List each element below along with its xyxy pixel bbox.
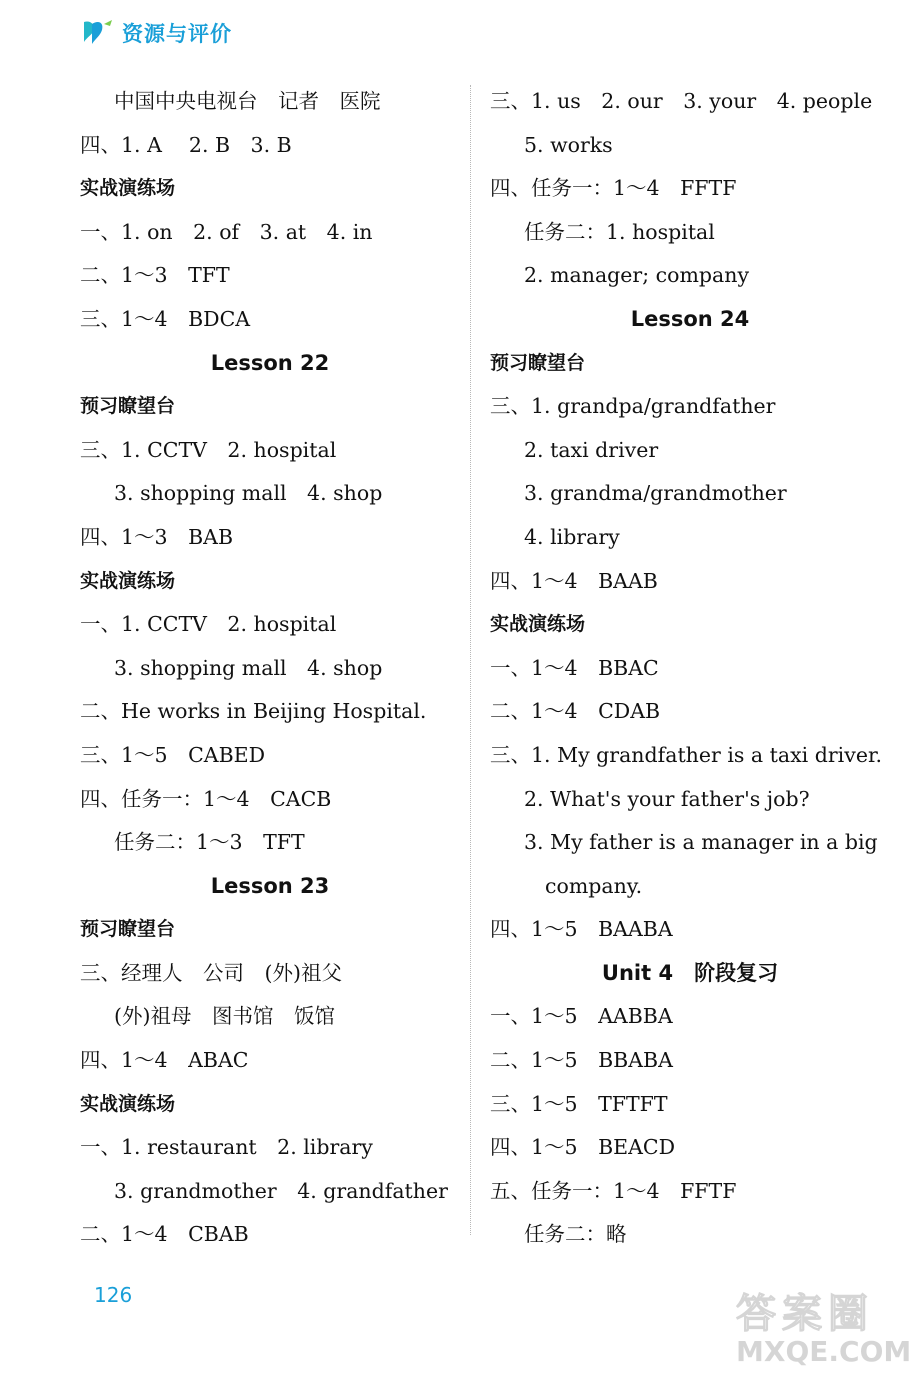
watermark-logo-text: 答案圈 xyxy=(736,1291,874,1337)
section-heading: 预习瞭望台 xyxy=(80,918,176,941)
section-heading: 预习瞭望台 xyxy=(80,395,176,418)
header-title: 资源与评价 xyxy=(122,22,232,46)
right-answer-column xyxy=(490,80,890,1257)
watermark-url: MXQE.COM xyxy=(736,1335,912,1368)
answer-line: 四、1. A 2. B 3. B xyxy=(80,132,292,157)
answer-line: 3. grandmother 4. grandfather xyxy=(114,1178,448,1203)
answer-line: 三、1～5 CABED xyxy=(80,742,266,767)
answer-line: 3. shopping mall 4. shop xyxy=(114,655,383,680)
section-heading: 实战演练场 xyxy=(80,569,176,592)
section-heading: 实战演练场 xyxy=(80,177,176,200)
answer-line: 四、1～4 BAAB xyxy=(490,568,658,593)
answer-line: 2. taxi driver xyxy=(524,437,659,462)
answer-line: 三、1. us 2. our 3. your 4. people xyxy=(490,89,873,113)
answer-line: 2. manager; company xyxy=(524,263,750,288)
answer-line: 三、1. My grandfather is a taxi driver. xyxy=(490,742,883,767)
lesson-heading: Lesson 22 xyxy=(210,350,330,375)
answer-line: 二、1～4 CDAB xyxy=(490,699,661,724)
answer-line: 任务二：略 xyxy=(524,1222,627,1247)
answer-line: 3. grandma/grandmother xyxy=(524,481,787,506)
answer-line: 三、经理人 公司 (外)祖父 xyxy=(80,960,342,985)
answer-line: company. xyxy=(545,873,643,898)
answer-line: 四、1～5 BEACD xyxy=(490,1135,676,1160)
page-number: 126 xyxy=(94,1283,133,1307)
answer-line: 三、1. CCTV 2. hospital xyxy=(80,437,337,462)
answer-line: (外)祖母 图书馆 饭馆 xyxy=(114,1004,335,1029)
section-heading: 预习瞭望台 xyxy=(490,351,586,374)
answer-line: 中国中央电视台 记者 医院 xyxy=(114,89,381,113)
answer-line: 2. What's your father's job? xyxy=(524,786,810,811)
answer-line: 二、He works in Beijing Hospital. xyxy=(80,699,427,724)
answer-line: 四、1～5 BAABA xyxy=(490,917,673,942)
answer-line: 3. shopping mall 4. shop xyxy=(114,481,383,506)
answer-line: 一、1～5 AABBA xyxy=(490,1004,673,1029)
page-header xyxy=(80,16,232,50)
answer-line: 四、任务一：1～4 FFTF xyxy=(490,176,737,201)
answer-line: 一、1～4 BBAC xyxy=(490,655,659,680)
answer-line: 一、1. on 2. of 3. at 4. in xyxy=(80,219,373,244)
answer-line: 二、1～5 BBABA xyxy=(490,1048,673,1073)
answer-line: 二、1～3 TFT xyxy=(80,263,230,288)
answer-line: 任务二：1. hospital xyxy=(524,219,715,244)
lesson-heading: Lesson 24 xyxy=(630,306,750,331)
answer-line: 3. My father is a manager in a big xyxy=(524,830,878,855)
lesson-heading: Unit 4 阶段复习 xyxy=(601,960,779,985)
answer-line: 五、任务一：1～4 FFTF xyxy=(490,1178,737,1203)
answer-line: 四、1～3 BAB xyxy=(80,524,234,549)
answer-line: 任务二：1～3 TFT xyxy=(114,830,305,855)
answer-line: 四、任务一：1～4 CACB xyxy=(80,786,332,811)
answer-line: 二、1～4 CBAB xyxy=(80,1222,249,1247)
section-heading: 实战演练场 xyxy=(490,613,586,636)
answer-line: 4. library xyxy=(524,524,620,549)
answer-line: 三、1. grandpa/grandfather xyxy=(490,394,776,419)
column-divider xyxy=(470,85,471,1235)
book-logo-icon xyxy=(80,18,116,48)
answer-line: 四、1～4 ABAC xyxy=(80,1048,249,1073)
left-answer-column xyxy=(80,80,460,1257)
answer-line: 三、1～5 TFTFT xyxy=(490,1091,668,1116)
section-heading: 实战演练场 xyxy=(80,1092,176,1115)
answer-line: 三、1～4 BDCA xyxy=(80,306,251,331)
answer-line: 一、1. CCTV 2. hospital xyxy=(80,612,337,637)
answer-line: 一、1. restaurant 2. library xyxy=(80,1135,373,1160)
watermark xyxy=(736,1282,912,1370)
answer-line: 5. works xyxy=(524,132,613,157)
lesson-heading: Lesson 23 xyxy=(210,873,330,898)
